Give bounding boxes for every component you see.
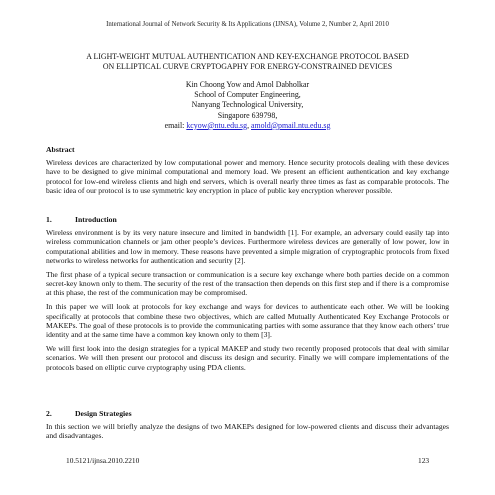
paper-title	[46, 52, 449, 71]
footer-page-number: 123	[418, 456, 430, 465]
section-2-paragraph: In this section we will briefly analyze the designs of two MAKEPs designed for low-powered clients and discuss their advantages and disadvantages.	[46, 422, 449, 441]
abstract-body	[46, 158, 449, 200]
section-1-paragraph-2: The first phase of a typical secure transaction or communication is a secure key exchange where both parties decide on a common secret-key known only to them. The security of the rest of the transaction then depends on this first step and if there is a compromise at this phase, the rest of the communication may be compromised.	[46, 269, 449, 298]
abstract-paragraph: Wireless devices are characterized by low computational power and memory. Hence security protocols dealing with these devices have to be designed to give minimal computational and memory load. We present an efficient authentication and key exchange protocol for low-end wireless clients and high end servers, which is overall nearly three times as fast as comparable protocols. The basic idea of our protocol is to use symmetric key encryption in place of public key encryption wherever possible.	[46, 158, 449, 195]
email-link-1[interactable]: kcyow@ntu.edu.sg	[186, 120, 248, 130]
footer-doi: 10.5121/ijnsa.2010.2210	[66, 456, 140, 465]
email-prefix: email:	[164, 120, 187, 130]
section-1-number: 1.	[46, 215, 52, 224]
author-block	[46, 80, 449, 131]
affiliation-line-1: School of Computer Engineering,	[194, 90, 301, 100]
section-1-paragraph-4: We will first look into the design strategies for a typical MAKEP and study two recently proposed protocols that deal with similar scenarios. We will then present our protocol and discuss its design and security. Finally we will compare implementations of the protocols based on elliptic curve cryptography using PDA clients.	[46, 344, 449, 372]
section-1-heading	[46, 215, 117, 224]
section-1-paragraph-1: Wireless environment is by its very nature insecure and limited in bandwidth [1]. For example, an adversary could easily tap into wireless communication channels or jam other people’s devices. Furthermore wireless devices are generally of low power, low in computational abilities and low in memory. These reasons have prevented a simple migration of cryptographic protocols from fixed networks to wireless networks for authentication and security [2].	[46, 228, 449, 265]
section-1-paragraph-3: In this paper we will look at protocols for key exchange and ways for devices to authenticate each other. We will be looking specifically at protocols that combine these two objectives, which are called Mutually Authenticated Key Exchange Protocols or MAKEPs. The goal of these protocols is to provide the communicating parties with some assurance that they know each others’ true identity and at the same time have a common key known only to them [3].	[46, 302, 449, 340]
title-line-1: A LIGHT-WEIGHT MUTUAL AUTHENTICATION AND KEY-EXCHANGE PROTOCOL BASED	[86, 52, 409, 61]
title-line-2: ON ELLIPTICAL CURVE CRYPTOGAPHY FOR ENERGY-CONSTRAINED DEVICES	[102, 61, 393, 71]
email-line	[46, 121, 449, 131]
section-2-title: Design Strategies	[75, 409, 132, 418]
section-2-heading	[46, 409, 132, 418]
abstract-heading: Abstract	[46, 145, 75, 154]
section-1-title: Introduction	[75, 215, 117, 224]
section-1-body	[46, 228, 449, 377]
section-2-number: 2.	[46, 409, 52, 418]
email-separator: ,	[247, 120, 252, 130]
section-2-body	[46, 422, 449, 445]
email-link-2[interactable]: amold@pmail.ntu.edu.sg	[251, 120, 331, 130]
affiliation-line-3: Singapore 639798,	[217, 110, 278, 120]
affiliation-line-2: Nanyang Technological University,	[191, 100, 304, 110]
running-header: International Journal of Network Security & Its Applications (IJNSA), Volume 2, Number 2, April 2010	[106, 21, 389, 28]
author-names: Kin Choong Yow and Amol Dabholkar	[185, 80, 310, 89]
